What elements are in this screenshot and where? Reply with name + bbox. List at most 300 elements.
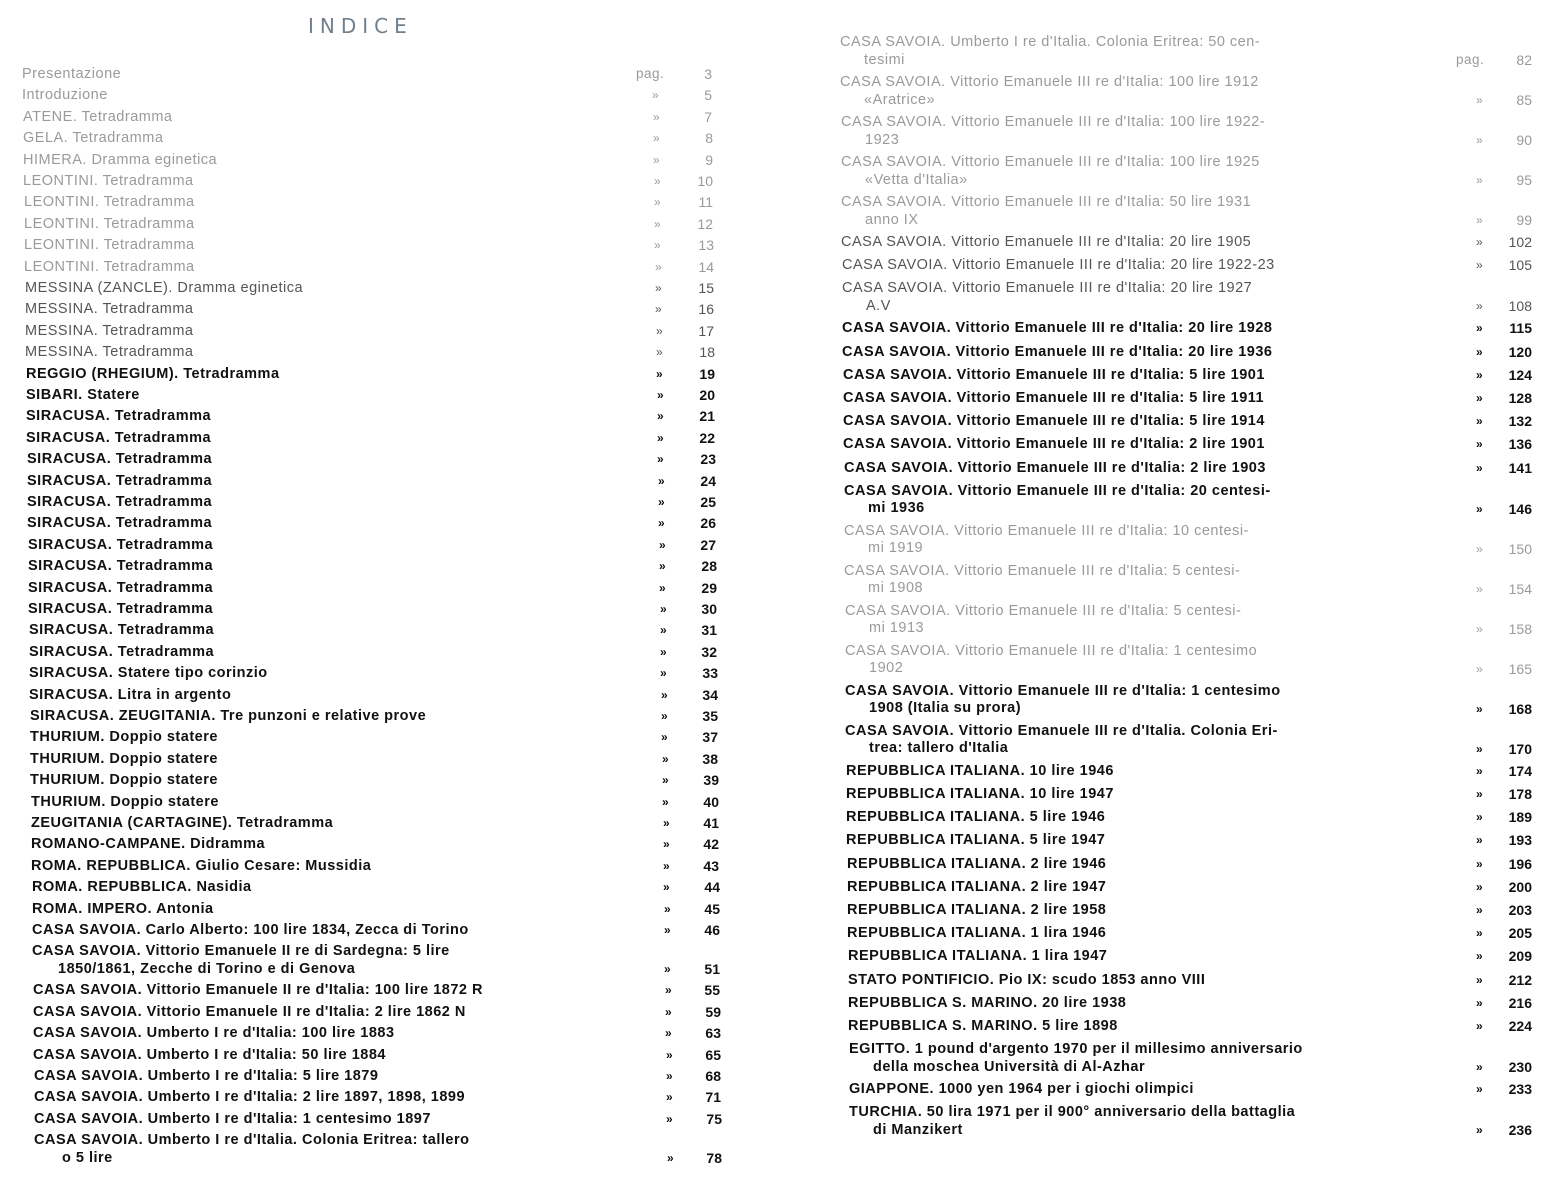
index-entry — [28, 580, 628, 598]
entry-continuation: 1850/1861, Zecche di Torino e di Genova — [58, 961, 356, 978]
ditto-mark: » — [1476, 460, 1483, 475]
entry-title: Presentazione — [22, 66, 122, 82]
index-entry — [840, 74, 1330, 109]
index-entry — [846, 832, 1336, 850]
entry-title: REPUBBLICA ITALIANA. 5 lire 1946 — [846, 809, 1106, 826]
ditto-mark: » — [665, 983, 672, 998]
entry-title: CASA SAVOIA. Carlo Alberto: 100 lire 1834, Zecca di Torino — [32, 922, 469, 938]
index-entry — [22, 87, 622, 105]
page-number: 128 — [1508, 390, 1532, 406]
ditto-mark: » — [653, 152, 660, 167]
page-number: 154 — [1508, 580, 1532, 597]
entry-title: HIMERA. Dramma eginetica — [23, 151, 218, 168]
index-entry — [32, 922, 632, 940]
index-entry — [22, 66, 622, 84]
ditto-mark: » — [1476, 995, 1483, 1010]
ditto-mark: » — [1476, 501, 1483, 516]
index-entry — [844, 523, 1334, 558]
index-entry — [33, 982, 633, 1000]
index-entry — [23, 130, 623, 148]
index-entry — [843, 390, 1333, 408]
entry-continuation: trea: tallero d'Italia — [869, 740, 1009, 757]
entry-title: CASA SAVOIA. Vittorio Emanuele III re d'Italia: 5 centesi- — [844, 562, 1241, 579]
entry-continuation: anno IX — [865, 211, 919, 228]
page-number: 42 — [703, 836, 719, 853]
index-entry — [25, 301, 625, 319]
page-number: 5 — [704, 87, 712, 104]
entry-title: CASA SAVOIA. Vittorio Emanuele III re d'Italia: 100 lire 1922- — [841, 114, 1266, 130]
page-number: 27 — [700, 536, 716, 553]
ditto-mark: » — [652, 88, 659, 103]
index-entry — [842, 257, 1332, 275]
page-number: 230 — [1508, 1059, 1532, 1076]
page-number: 158 — [1508, 620, 1532, 637]
entry-title: CASA SAVOIA. Vittorio Emanuele III re d'Italia: 20 lire 1922-23 — [842, 257, 1275, 274]
page-number: 17 — [698, 322, 714, 339]
index-entry — [34, 1111, 634, 1129]
index-entry — [846, 809, 1336, 827]
index-entry — [847, 856, 1337, 874]
index-entry — [32, 879, 632, 897]
entry-title: SIRACUSA. Tetradramma — [29, 622, 215, 639]
entry-continuation: mi 1936 — [868, 500, 925, 517]
page-number: 233 — [1508, 1081, 1532, 1098]
ditto-mark: » — [656, 345, 663, 360]
page-number: 28 — [701, 558, 717, 575]
entry-title: REPUBBLICA ITALIANA. 2 lire 1958 — [847, 902, 1107, 918]
ditto-mark: » — [666, 1069, 673, 1083]
entry-title: SIRACUSA. Tetradramma — [28, 558, 214, 575]
index-entry — [28, 601, 628, 619]
pag-label: pag. — [1456, 52, 1485, 67]
page-number: 26 — [700, 515, 716, 532]
ditto-mark: » — [659, 537, 666, 552]
entry-title: SIRACUSA. Litra in argento — [29, 686, 232, 703]
page-number: 75 — [706, 1110, 722, 1127]
entry-title: SIRACUSA. Tetradramma — [28, 601, 214, 617]
entry-title: SIRACUSA. Tetradramma — [27, 451, 213, 468]
entry-title: CASA SAVOIA. Umberto I re d'Italia: 1 centesimo 1897 — [34, 1110, 431, 1127]
page-number: 51 — [704, 961, 720, 978]
entry-title: ROMANO-CAMPANE. Didramma — [31, 836, 266, 853]
ditto-mark: » — [1476, 414, 1483, 429]
entry-title: SIRACUSA. Tetradramma — [29, 643, 215, 660]
ditto-mark: » — [654, 216, 661, 231]
index-entry — [849, 1104, 1339, 1139]
index-entry — [34, 1132, 634, 1150]
index-entry — [848, 995, 1338, 1013]
entry-title: LEONTINI. Tetradramma — [24, 258, 195, 275]
index-title: INDICE — [308, 14, 413, 38]
page-number: 32 — [701, 643, 717, 660]
index-entry — [29, 622, 629, 640]
ditto-mark: » — [1476, 133, 1483, 147]
ditto-mark: » — [1476, 235, 1483, 249]
left-page — [0, 0, 770, 1200]
page-number: 136 — [1508, 436, 1532, 453]
index-entry — [849, 1041, 1339, 1076]
entry-title: REPUBBLICA ITALIANA. 1 lira 1947 — [848, 948, 1108, 965]
ditto-mark: » — [1476, 93, 1483, 107]
entry-title: CASA SAVOIA. Umberto I re d'Italia: 2 lire 1897, 1898, 1899 — [34, 1089, 466, 1106]
index-entry — [843, 436, 1333, 454]
page-number: 35 — [702, 708, 718, 724]
page-number: 63 — [705, 1025, 721, 1042]
page-number: 108 — [1508, 298, 1532, 315]
entry-title: CASA SAVOIA. Vittorio Emanuele III re d'Italia: 2 lire 1903 — [844, 459, 1266, 476]
entry-title: CASA SAVOIA. Vittorio Emanuele III re d'Italia: 20 centesi- — [844, 482, 1271, 499]
entry-title: MESSINA (ZANCLE). Dramma eginetica — [25, 280, 304, 296]
page-number: 3 — [704, 66, 712, 82]
entry-title: CASA SAVOIA. Vittorio Emanuele III re d'Italia: 2 lire 1901 — [843, 436, 1265, 453]
page-number: 124 — [1508, 366, 1532, 383]
entry-continuation: mi 1919 — [868, 540, 924, 557]
ditto-mark: » — [1476, 787, 1483, 801]
page-number: 212 — [1508, 971, 1532, 988]
entry-title: CASA SAVOIA. Vittorio Emanuele III re d'Italia: 5 lire 1901 — [843, 366, 1265, 383]
page-number: 132 — [1508, 413, 1532, 430]
entry-title: CASA SAVOIA. Umberto I re d'Italia: 50 lire 1884 — [33, 1046, 386, 1063]
page-number: 205 — [1508, 925, 1532, 942]
index-entry — [25, 280, 625, 298]
ditto-mark: » — [1476, 763, 1483, 778]
ditto-mark: » — [662, 751, 669, 766]
ditto-mark: » — [659, 580, 666, 595]
ditto-mark: » — [653, 109, 660, 124]
page-number: 21 — [699, 408, 715, 425]
index-entry — [26, 387, 626, 405]
entry-title: LEONTINI. Tetradramma — [23, 173, 194, 189]
page-number: 23 — [700, 451, 716, 468]
ditto-mark: » — [1476, 299, 1483, 314]
entry-title: SIRACUSA. Tetradramma — [28, 579, 214, 596]
entry-title: CASA SAVOIA. Vittorio Emanuele III re d'Italia: 20 lire 1927 — [842, 280, 1253, 297]
index-entry — [31, 836, 631, 854]
index-entry — [849, 1081, 1339, 1099]
ditto-mark: » — [664, 923, 671, 937]
index-entry — [848, 972, 1338, 990]
index-entry — [29, 687, 629, 705]
entry-title: CASA SAVOIA. Vittorio Emanuele III re d'Italia: 1 centesimo — [845, 682, 1281, 699]
entry-title: GELA. Tetradramma — [23, 130, 164, 147]
page-number: 10 — [697, 173, 713, 189]
ditto-mark: » — [661, 709, 668, 723]
page-number: 39 — [703, 772, 719, 789]
entry-title: REPUBBLICA S. MARINO. 20 lire 1938 — [848, 994, 1127, 1011]
ditto-mark: » — [1476, 367, 1483, 382]
pag-label: pag. — [636, 66, 665, 81]
entry-continuation: 1908 (Italia su prora) — [869, 700, 1022, 717]
entry-title: EGITTO. 1 pound d'argento 1970 per il millesimo anniversario — [849, 1041, 1303, 1058]
page-number: 55 — [704, 982, 720, 999]
index-entry — [844, 460, 1334, 478]
entry-title: ROMA. IMPERO. Antonia — [32, 900, 214, 917]
page-number: 165 — [1508, 660, 1532, 677]
page-number: 30 — [701, 601, 717, 617]
ditto-mark: » — [661, 730, 668, 745]
page-number: 193 — [1508, 832, 1532, 849]
page-number: 209 — [1508, 948, 1532, 965]
index-entry — [842, 344, 1332, 362]
entry-title: REPUBBLICA ITALIANA. 10 lire 1946 — [846, 762, 1114, 779]
entry-continuation: o 5 lire — [62, 1150, 113, 1167]
index-entry — [846, 786, 1336, 804]
ditto-mark: » — [662, 794, 669, 809]
entry-title: MESSINA. Tetradramma — [25, 301, 194, 318]
ditto-mark: » — [1476, 391, 1483, 405]
page-number: 216 — [1508, 994, 1532, 1011]
page-number: 178 — [1508, 786, 1532, 802]
ditto-mark: » — [1476, 258, 1483, 273]
entry-title: REGGIO (RHEGIUM). Tetradramma — [26, 365, 280, 382]
entry-title: SIBARI. Statere — [26, 387, 140, 403]
ditto-mark: » — [660, 666, 667, 681]
index-entry — [24, 237, 624, 255]
index-entry — [841, 234, 1331, 252]
ditto-mark: » — [1476, 1060, 1483, 1075]
index-entry — [841, 154, 1331, 189]
page-number: 40 — [703, 793, 719, 810]
entry-title: CASA SAVOIA. Vittorio Emanuele III re d'Italia: 10 centesi- — [844, 522, 1249, 539]
ditto-mark: » — [665, 1026, 672, 1041]
ditto-mark: » — [655, 259, 662, 274]
index-entry — [842, 280, 1332, 315]
ditto-mark: » — [658, 473, 665, 488]
page-number: 120 — [1508, 343, 1532, 360]
ditto-mark: » — [654, 174, 661, 188]
entry-title: CASA SAVOIA. Vittorio Emanuele III re d'Italia: 20 lire 1928 — [842, 320, 1273, 337]
page-number: 115 — [1509, 320, 1532, 337]
index-entry — [843, 367, 1333, 385]
right-page — [780, 0, 1559, 1200]
index-entry — [847, 879, 1337, 897]
index-entry — [23, 152, 623, 170]
ditto-mark: » — [1476, 344, 1483, 359]
entry-title: REPUBBLICA S. MARINO. 5 lire 1898 — [848, 1018, 1118, 1034]
entry-continuation: di Manzikert — [873, 1121, 963, 1138]
entry-title: SIRACUSA. Tetradramma — [28, 536, 214, 553]
ditto-mark: » — [660, 644, 667, 659]
ditto-mark: » — [654, 195, 661, 210]
entry-title: CASA SAVOIA. Vittorio Emanuele II re d'Italia: 2 lire 1862 N — [33, 1003, 466, 1020]
index-entry — [30, 751, 630, 769]
page-number: 41 — [703, 815, 719, 831]
ditto-mark: » — [653, 131, 660, 146]
page-number: 82 — [1516, 52, 1532, 68]
ditto-mark: » — [1476, 621, 1483, 636]
ditto-mark: » — [657, 452, 664, 467]
entry-continuation: «Aratrice» — [864, 91, 936, 108]
page-number: 20 — [699, 387, 715, 403]
entry-title: SIRACUSA. Tetradramma — [27, 494, 213, 510]
entry-title: THURIUM. Doppio statere — [31, 793, 219, 810]
index-entry — [24, 259, 624, 277]
entry-title: THURIUM. Doppio statere — [30, 772, 218, 789]
index-entry — [28, 537, 628, 555]
page-number: 236 — [1508, 1122, 1532, 1139]
index-entry — [27, 494, 627, 512]
page-number: 196 — [1508, 855, 1532, 872]
ditto-mark: » — [658, 516, 665, 531]
ditto-mark: » — [658, 495, 665, 509]
page-number: 189 — [1508, 809, 1532, 826]
entry-title: ZEUGITANIA (CARTAGINE). Tetradramma — [31, 815, 334, 831]
entry-title: REPUBBLICA ITALIANA. 5 lire 1947 — [846, 832, 1106, 849]
ditto-mark: » — [667, 1151, 674, 1166]
ditto-mark: » — [1476, 1019, 1483, 1033]
page-number: 141 — [1508, 459, 1532, 476]
page-number: 25 — [700, 494, 716, 510]
entry-title: CASA SAVOIA. Umberto I re d'Italia: 100 lire 1883 — [33, 1025, 395, 1042]
ditto-mark: » — [1476, 541, 1483, 556]
index-entry — [32, 901, 632, 919]
entry-title: CASA SAVOIA. Vittorio Emanuele III re d'Italia: 50 lire 1931 — [841, 194, 1252, 210]
ditto-mark: » — [1476, 926, 1483, 941]
page-number: 7 — [704, 108, 712, 125]
index-entry — [840, 34, 1330, 69]
entry-continuation: mi 1908 — [868, 580, 924, 597]
ditto-mark: » — [1476, 173, 1483, 187]
index-entry — [24, 216, 624, 234]
ditto-mark: » — [665, 1004, 672, 1019]
ditto-mark: » — [662, 773, 669, 788]
page-number: 24 — [700, 472, 716, 489]
ditto-mark: » — [1476, 437, 1483, 452]
ditto-mark: » — [1476, 949, 1483, 964]
page-number: 16 — [698, 301, 714, 318]
index-entry — [848, 1018, 1338, 1036]
entry-title: CASA SAVOIA. Vittorio Emanuele III re d'Italia: 20 lire 1936 — [842, 343, 1273, 360]
index-entry — [26, 366, 626, 384]
index-entry — [848, 948, 1338, 966]
entry-continuation: 1923 — [865, 131, 900, 148]
page-number: 224 — [1508, 1018, 1532, 1034]
ditto-mark: » — [656, 323, 663, 338]
page-number: 12 — [697, 215, 713, 232]
entry-title: CASA SAVOIA. Vittorio Emanuele II re di Sardegna: 5 lire — [32, 943, 450, 960]
index-entry — [27, 515, 627, 533]
entry-title: REPUBBLICA ITALIANA. 1 lira 1946 — [847, 925, 1107, 942]
entry-title: TURCHIA. 50 lira 1971 per il 900° anniversario della battaglia — [849, 1104, 1296, 1121]
page-number: 150 — [1508, 540, 1532, 557]
entry-title: ATENE. Tetradramma — [23, 108, 173, 125]
ditto-mark: » — [1476, 972, 1483, 987]
ditto-mark: » — [664, 901, 671, 916]
ditto-mark: » — [1476, 879, 1483, 894]
index-entry — [34, 1068, 634, 1086]
index-entry — [29, 644, 629, 662]
ditto-mark: » — [1476, 856, 1483, 871]
index-entry — [843, 413, 1333, 431]
index-entry — [844, 483, 1334, 518]
index-entry — [25, 323, 625, 341]
page-number: 105 — [1508, 257, 1532, 274]
page-number: 203 — [1508, 902, 1532, 918]
page-number: 200 — [1508, 878, 1532, 895]
index-entry — [845, 683, 1335, 718]
page-number: 13 — [698, 237, 714, 254]
ditto-mark: » — [660, 602, 667, 616]
ditto-mark: » — [661, 687, 668, 702]
entry-title: CASA SAVOIA. Umberto I re d'Italia. Colonia Eritrea: tallero — [34, 1132, 470, 1149]
page-number: 31 — [701, 622, 717, 639]
index-entry — [31, 858, 631, 876]
entry-title: SIRACUSA. ZEUGITANIA. Tre punzoni e relative prove — [30, 708, 427, 724]
ditto-mark: » — [1476, 810, 1483, 825]
entry-continuation: tesimi — [864, 51, 905, 68]
page-number: 45 — [704, 900, 720, 917]
page-number: 37 — [702, 729, 718, 746]
page-number: 11 — [698, 194, 713, 211]
ditto-mark: » — [657, 430, 664, 445]
ditto-mark: » — [663, 858, 670, 873]
index-entry — [841, 194, 1331, 229]
page-number: 8 — [705, 130, 713, 147]
ditto-mark: » — [666, 1047, 673, 1062]
page-number: 9 — [705, 151, 713, 168]
index-entry — [23, 109, 623, 127]
index-entry — [844, 563, 1334, 598]
entry-title: CASA SAVOIA. Vittorio Emanuele III re d'Italia: 5 centesi- — [845, 602, 1242, 619]
index-entry — [847, 902, 1337, 920]
entry-title: SIRACUSA. Statere tipo corinzio — [29, 665, 268, 682]
page-number: 90 — [1516, 132, 1532, 148]
entry-title: Introduzione — [22, 87, 108, 104]
index-entry — [845, 643, 1335, 678]
entry-title: MESSINA. Tetradramma — [25, 344, 194, 361]
index-entry — [26, 430, 626, 448]
page-number: 46 — [704, 922, 720, 938]
page-number: 65 — [705, 1046, 721, 1063]
page-number: 44 — [704, 879, 720, 896]
ditto-mark: » — [657, 409, 664, 424]
entry-title: CASA SAVOIA. Vittorio Emanuele III re d'Italia: 20 lire 1905 — [841, 234, 1252, 250]
index-entry — [847, 925, 1337, 943]
index-entry — [33, 1004, 633, 1022]
page-number: 33 — [702, 665, 718, 682]
ditto-mark: » — [1476, 903, 1483, 917]
ditto-mark: » — [664, 962, 671, 977]
page-number: 85 — [1516, 92, 1532, 108]
ditto-mark: » — [1476, 701, 1483, 716]
index-entry — [841, 114, 1331, 149]
page-number: 99 — [1516, 212, 1532, 228]
ditto-mark: » — [654, 238, 661, 253]
index-entry — [29, 665, 629, 683]
index-entry — [24, 194, 624, 212]
index-entry — [34, 1089, 634, 1107]
index-entry — [842, 320, 1332, 338]
entry-title: CASA SAVOIA. Vittorio Emanuele III re d'Italia: 1 centesimo — [845, 642, 1258, 659]
entry-title: LEONTINI. Tetradramma — [24, 194, 195, 211]
index-entry — [32, 943, 632, 961]
entry-title: SIRACUSA. Tetradramma — [26, 408, 212, 425]
page-number: 102 — [1508, 234, 1532, 250]
ditto-mark: » — [663, 837, 670, 852]
entry-title: MESSINA. Tetradramma — [25, 322, 194, 339]
entry-title: GIAPPONE. 1000 yen 1964 per i giochi olimpici — [849, 1081, 1194, 1098]
entry-title: LEONTINI. Tetradramma — [24, 237, 195, 254]
entry-title: CASA SAVOIA. Umberto I re d'Italia. Colonia Eritrea: 50 cen- — [840, 34, 1261, 50]
index-entry — [31, 815, 631, 833]
ditto-mark: » — [657, 388, 664, 402]
index-entry — [31, 794, 631, 812]
page-number: 19 — [699, 365, 715, 382]
page-number: 38 — [702, 750, 718, 767]
ditto-mark: » — [1476, 581, 1483, 596]
page-number: 174 — [1508, 762, 1532, 779]
index-entry — [30, 708, 630, 726]
